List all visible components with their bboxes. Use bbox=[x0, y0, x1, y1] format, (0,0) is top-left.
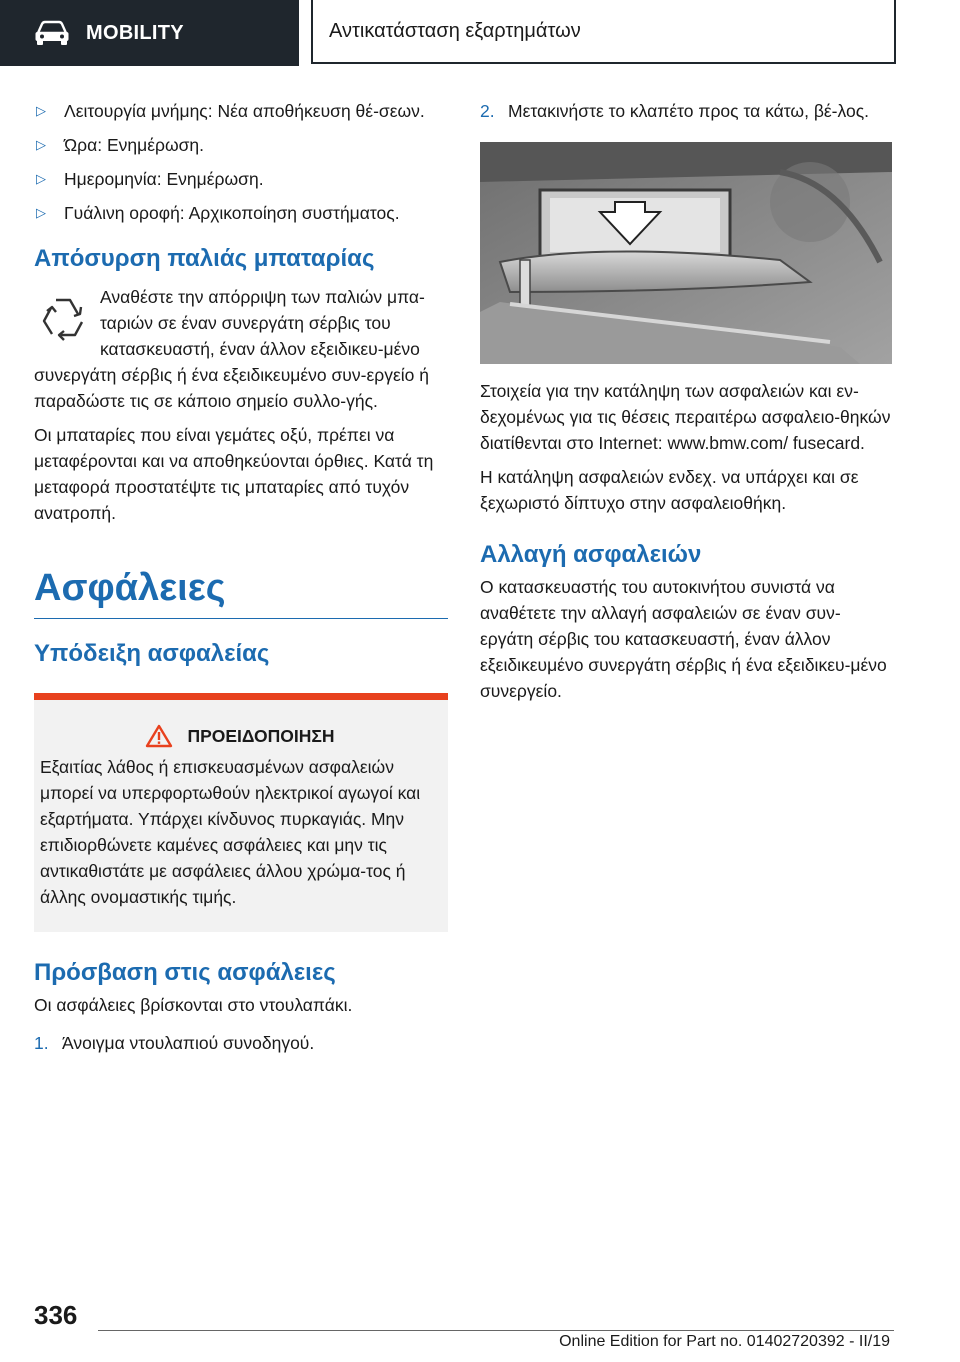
change-fuses-text: Ο κατασκευαστής του αυτοκινήτου συνιστά να αναθέτετε την αλλαγή ασφαλειών σε έναν συν-εργάτη σέρβις του κατασκευαστή, έναν άλλον εξειδικευμένο συνεργάτη σέρβις ή ένα εξειδικευ-μένο συνεργείο. bbox=[480, 577, 887, 701]
bullet-triangle-icon: ▷ bbox=[36, 205, 46, 220]
battery-section bbox=[34, 284, 448, 526]
glovebox-illustration bbox=[480, 142, 892, 364]
step-list bbox=[34, 1030, 448, 1056]
list-item: ▷ Ώρα: Ενημέρωση. bbox=[34, 132, 448, 158]
safety-heading: Υπόδειξη ασφαλείας bbox=[34, 640, 270, 667]
bullet-triangle-icon: ▷ bbox=[36, 171, 46, 186]
battery-disposal-text: Αναθέστε την απόρριψη των παλιών μπα-ταριών σε έναν συνεργάτη σέρβις του κατασκευαστή, έναν άλλον εξειδικευ-μένο συνεργάτη σέρβις ή ένα εξειδικευμένο συν-εργείο ή παραδώστε τις σε κάποιο σημείο συλλο-γής. bbox=[34, 287, 429, 411]
page-number: 336 bbox=[34, 1300, 78, 1330]
bullet-triangle-icon: ▷ bbox=[36, 103, 46, 118]
footer-divider bbox=[98, 1330, 894, 1331]
left-column bbox=[34, 98, 448, 1064]
access-text: Οι ασφάλειες βρίσκονται στο ντουλαπάκι. bbox=[34, 995, 353, 1015]
step-item: 2. Μετακινήστε το κλαπέτο προς τα κάτω, βέ-λος. bbox=[480, 101, 870, 121]
chapter-title: Ασφάλειες bbox=[34, 566, 448, 619]
battery-heading: Απόσυρση παλιάς μπαταρίας bbox=[34, 245, 375, 272]
list-item: ▷ Ημερομηνία: Ενημέρωση. bbox=[34, 166, 448, 192]
right-column bbox=[480, 98, 892, 712]
step-list-continued bbox=[480, 98, 892, 124]
warning-title: ΠΡΟΕΙΔΟΠΟΙΗΣΗ bbox=[187, 725, 335, 746]
fuse-info-text: Στοιχεία για την κατάληψη των ασφαλειών και εν-δεχομένως για τις θέσεις περαιτέρω ασφαλειο-θηκών διατίθενται στο Internet: www.bmw.com/ fusecard. bbox=[480, 381, 891, 453]
car-icon bbox=[34, 20, 70, 46]
change-fuses-heading: Αλλαγή ασφαλειών bbox=[480, 541, 702, 568]
edition-text: Online Edition for Part no. 01402720392 - II/19 bbox=[559, 1333, 890, 1350]
section-tab bbox=[0, 0, 299, 66]
glovebox-photo bbox=[480, 142, 892, 364]
battery-transport-text: Οι μπαταρίες που είναι γεμάτες οξύ, πρέπει να μεταφέρονται και να αποθηκεύονται όρθιες. Κατά τη μεταφορά προστατέψτε τις μπαταρίες από τυχόν ανατροπή. bbox=[34, 425, 434, 523]
setting-list bbox=[34, 98, 448, 226]
step-item: 1. Άνοιγμα ντουλαπιού συνοδηγού. bbox=[34, 1033, 315, 1053]
warning-box bbox=[34, 693, 448, 932]
fuse-leaflet-text: Η κατάληψη ασφαλειών ενδεχ. να υπάρχει και σε ξεχωριστό δίπτυχο στην ασφαλειοθήκη. bbox=[480, 467, 859, 513]
bullet-triangle-icon: ▷ bbox=[36, 137, 46, 152]
page-header bbox=[0, 0, 960, 66]
list-item: ▷ Λειτουργία μνήμης: Νέα αποθήκευση θέ-σεων. bbox=[34, 98, 448, 124]
recycle-icon bbox=[34, 290, 92, 348]
chapter-label: Αντικατάσταση εξαρτημάτων bbox=[329, 19, 581, 42]
chapter-tab bbox=[311, 0, 896, 64]
warning-triangle-icon bbox=[145, 724, 173, 748]
list-item: ▷ Γυάλινη οροφή: Αρχικοποίηση συστήματος. bbox=[34, 200, 448, 226]
access-heading: Πρόσβαση στις ασφάλειες bbox=[34, 959, 336, 986]
warning-text: Εξαιτίας λάθος ή επισκευασμένων ασφαλειών μπορεί να υπερφορτωθούν ηλεκτρικοί αγωγοί και εξαρτήματα. Υπάρχει κίνδυνος πυρκαγιάς. Μην επιδιορθώνετε καμένες ασφάλειες και μην τις αντικαθιστάτε με ασφάλειες άλλου χρώμα-τος ή άλλης ονομαστικής τιμής. bbox=[40, 757, 421, 907]
section-label: MOBILITY bbox=[86, 21, 184, 44]
warning-header bbox=[40, 724, 440, 748]
